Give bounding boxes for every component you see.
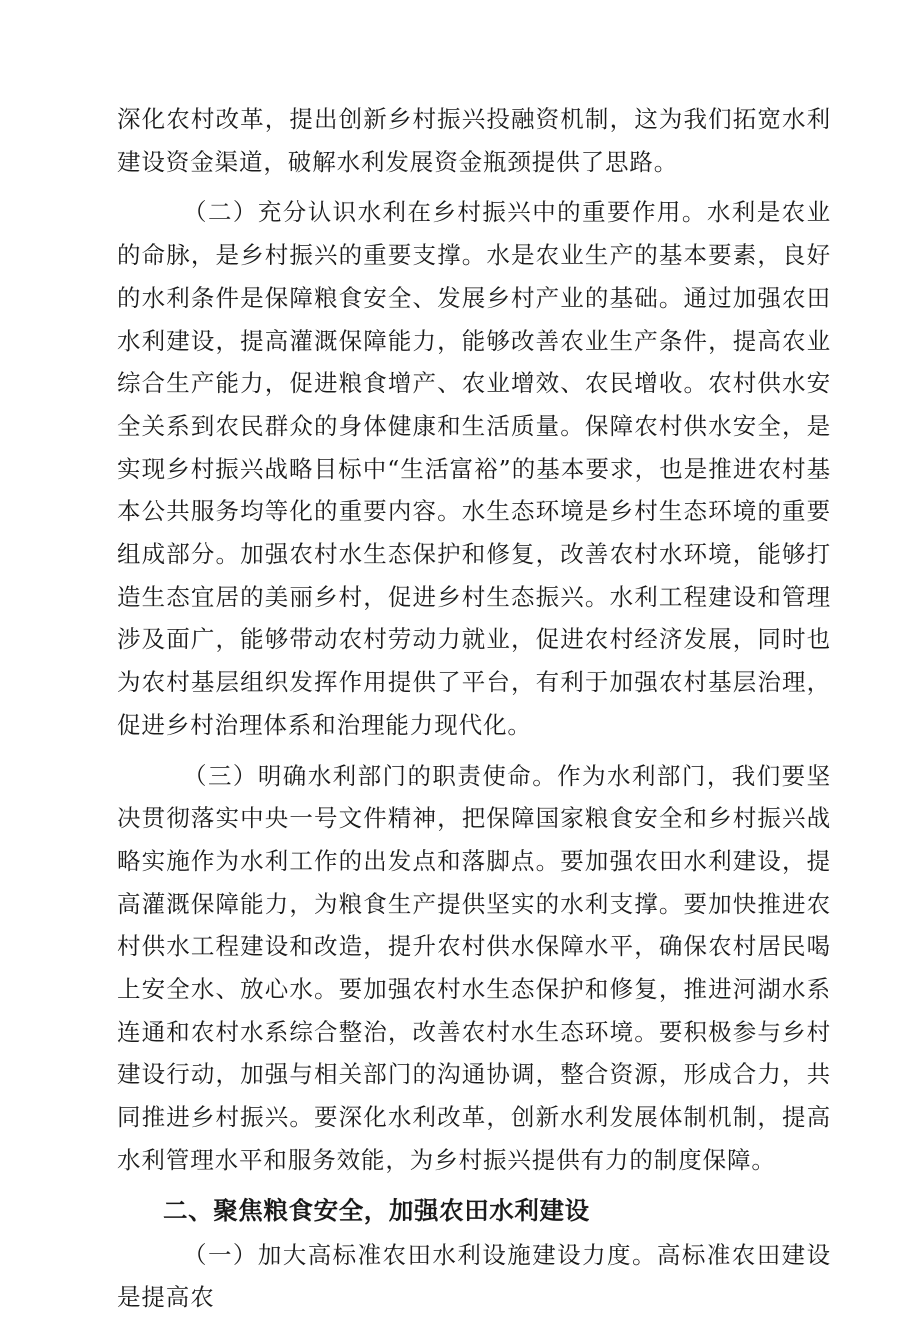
paragraph-continued: 深化农村改革，提出创新乡村振兴投融资机制，这为我们拓宽水利建设资金渠道，破解水利发展资金瓶颈提供了思路。 — [117, 105, 831, 176]
paragraph-water-role: （二）充分认识水利在乡村振兴中的重要作用。水利是农业的命脉，是乡村振兴的重要支撑。水是农业生产的基本要素，良好的水利条件是保障粮食安全、发展乡村产业的基础。通过加强农田水利建设，提高灌溉保障能力，能够改善农业生产条件，提高农业综合生产能力，促进粮食增产、农业增效、农民增收。农村供水安全关系到农民群众的身体健康和生活质量。保障农村供水安全，是实现乡村振兴战略目标中“生活富裕”的基本要求，也是推进农村基本公共服务均等化的重要内容。水生态环境是乡村生态环境的重要组成部分。加强农村水生态保护和修复，改善农村水环境，能够打造生态宜居的美丽乡村，促进乡村生态振兴。水利工程建设和管理涉及面广，能够带动农村劳动力就业，促进农村经济发展，同时也为农村基层组织发挥作用提供了平台，有利于加强农村基层治理，促进乡村治理体系和治理能力现代化。 — [117, 198, 831, 739]
paragraph-department-duty: （三）明确水利部门的职责使命。作为水利部门，我们要坚决贯彻落实中央一号文件精神，把保障国家粮食安全和乡村振兴战略实施作为水利工作的出发点和落脚点。要加强农田水利建设，提高灌溉保障能力，为粮食生产提供坚实的水利支撑。要加快推进农村供水工程建设和改造，提升农村供水保障水平，确保农村居民喝上安全水、放心水。要加强农村水生态保护和修复，推进河湖水系连通和农村水系综合整治，改善农村水生态环境。要积极参与乡村建设行动，加强与相关部门的沟通协调，整合资源，形成合力，共同推进乡村振兴。要深化水利改革，创新水利发展体制机制，提高水利管理水平和服务效能，为乡村振兴提供有力的制度保障。 — [117, 761, 831, 1174]
section-heading: 二、聚焦粮食安全，加强农田水利建设 — [163, 1195, 590, 1225]
paragraph-farmland-start: （一）加大高标准农田水利设施建设力度。高标准农田建设是提高农 — [117, 1240, 831, 1312]
